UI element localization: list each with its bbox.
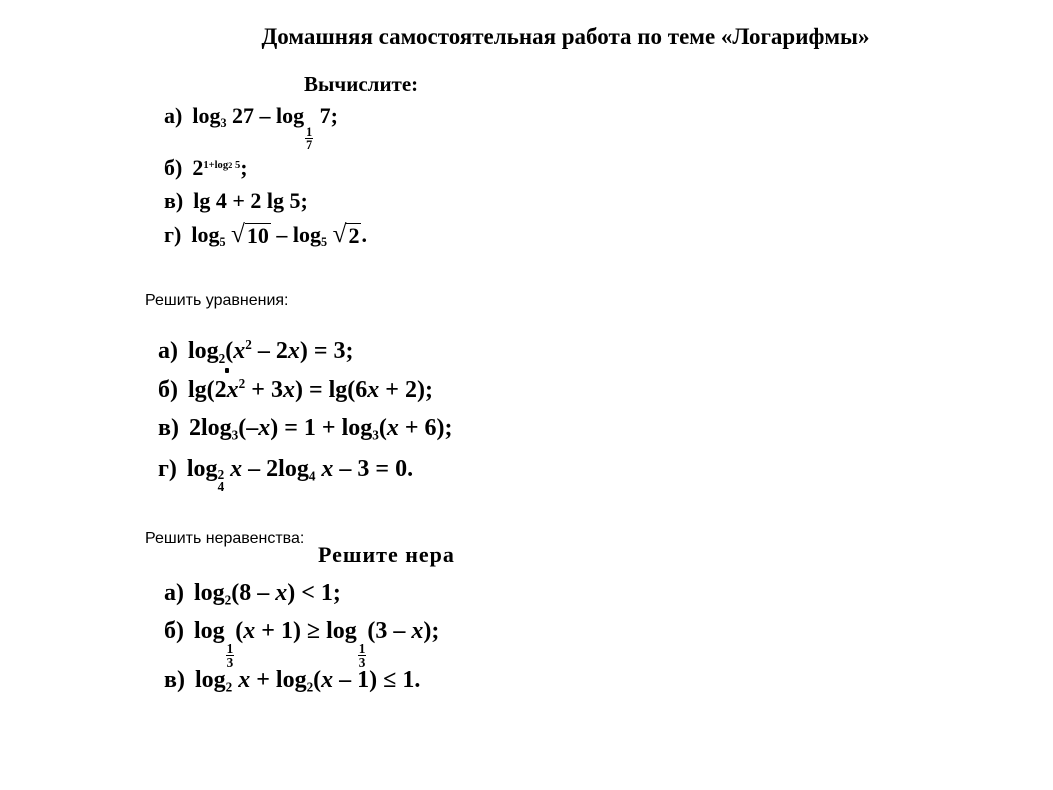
inequality-item-b bbox=[164, 618, 439, 669]
math-expression: log $\frac{1}{3}$ (x + 1) ≥ log $\frac{1}{3}$ (3 – x); bbox=[194, 618, 440, 670]
item-label: б) bbox=[158, 377, 178, 404]
item-label: г) bbox=[164, 222, 182, 247]
math-expression: $2\log_3(-x) = 1 + \log_3(x + 6)$; bbox=[188, 415, 453, 443]
math-expression: $\log_5$ √ 10 – $\log_5$ √ 2 . bbox=[191, 220, 367, 250]
math-expression: $\log_2(8 - x) < 1$; bbox=[194, 580, 341, 608]
math-expression: $\log_2(x^2 - 2x) = 3$; bbox=[188, 337, 354, 366]
inequalities-heading: Решить неравенства: bbox=[145, 530, 305, 547]
item-label: г) bbox=[158, 456, 177, 482]
equation-item-b bbox=[158, 376, 433, 404]
page-title: Домашняя самостоятельная работа по теме «Логарифмы» bbox=[261, 24, 870, 49]
math-expression: $\log_3 27$ – log $\frac{1}{7}$ 7; bbox=[192, 103, 338, 153]
equation-item-c bbox=[158, 415, 453, 444]
math-expression: $2^{1+log2 5}$; bbox=[192, 155, 248, 180]
item-label: а) bbox=[164, 580, 184, 606]
compute-heading: Вычислите: bbox=[304, 72, 419, 96]
item-label: а) bbox=[158, 338, 178, 365]
compute-item-c bbox=[164, 188, 308, 214]
item-label: в) bbox=[158, 415, 179, 441]
item-label: б) bbox=[164, 618, 184, 644]
math-expression: lg 4 + 2 lg 5; bbox=[193, 188, 308, 213]
item-label: в) bbox=[164, 188, 184, 213]
math-expression: log 2 4 x – $2\log_4$ x – 3 = 0. bbox=[186, 456, 414, 494]
scan-artifact bbox=[225, 368, 229, 373]
item-label: б) bbox=[164, 155, 183, 180]
inequality-item-c bbox=[164, 667, 420, 696]
equation-item-a bbox=[158, 337, 354, 367]
inequality-item-a bbox=[164, 580, 341, 609]
equation-item-d bbox=[158, 456, 413, 492]
equations-heading: Решить уравнения: bbox=[145, 292, 289, 309]
compute-item-a bbox=[164, 103, 338, 151]
math-expression: $\lg(2x^2 + 3x) = \lg(6x + 2)$; bbox=[188, 376, 433, 404]
compute-item-b bbox=[164, 155, 248, 181]
item-label: в) bbox=[164, 667, 185, 693]
math-expression: $\log_2 x + \log_2(x - 1) \le 1$. bbox=[194, 667, 421, 695]
item-label: а) bbox=[164, 103, 183, 128]
compute-item-d bbox=[164, 222, 367, 250]
cropped-heading-fragment: Решите нера bbox=[318, 542, 455, 567]
